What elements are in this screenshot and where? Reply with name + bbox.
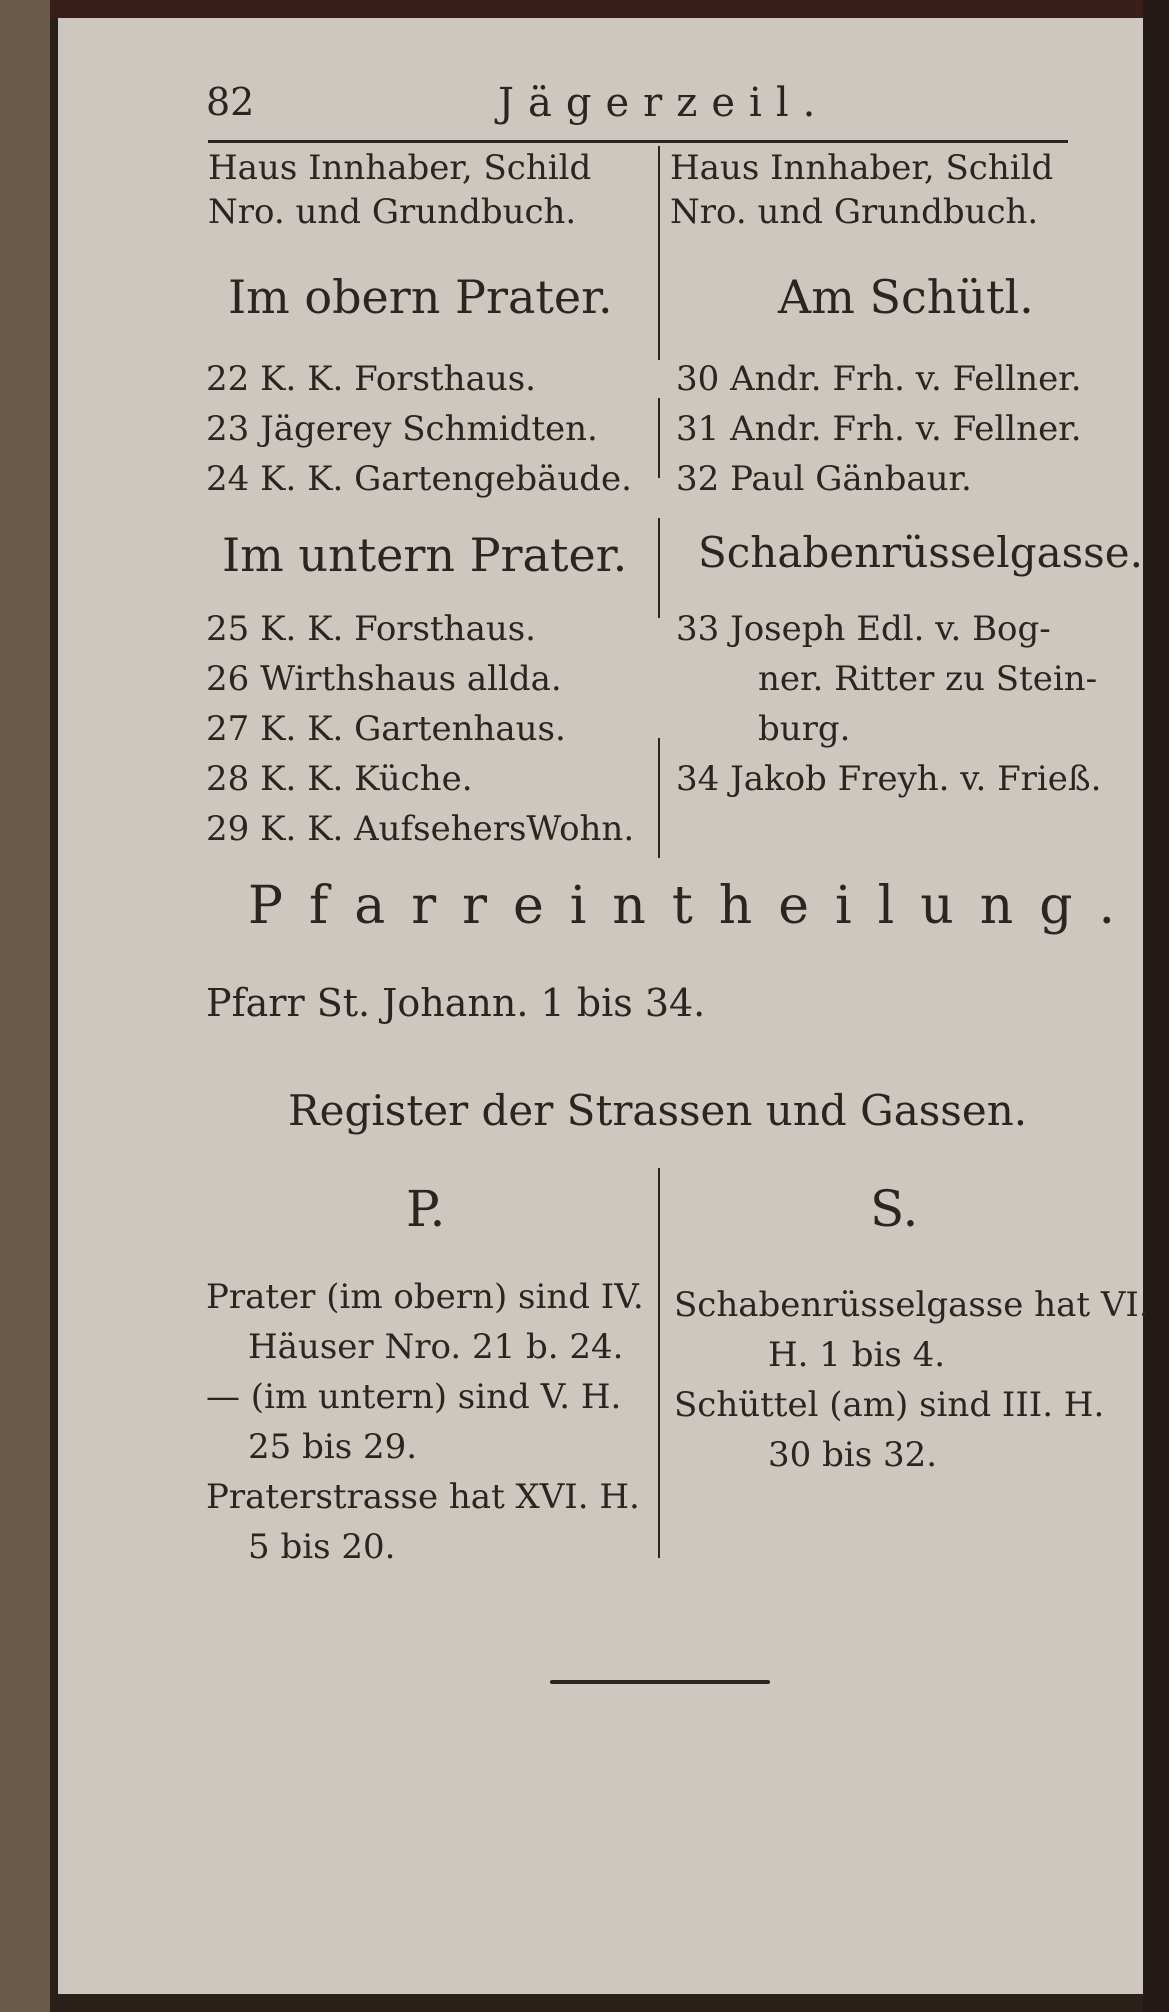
column-divider <box>658 518 660 618</box>
register-entry: H. 1 bis 4. <box>768 1335 946 1375</box>
right-header-line1: Haus Innhaber, Schild <box>670 148 1054 188</box>
list-item: 27 K. K. Gartenhaus. <box>206 709 566 749</box>
list-item: 31 Andr. Frh. v. Fellner. <box>676 409 1082 449</box>
ornamental-rule <box>550 1680 770 1684</box>
section-title: Schabenrüsselgasse. <box>698 528 1143 577</box>
register-entry: 30 bis 32. <box>768 1435 938 1475</box>
parish-line: Pfarr St. Johann. 1 bis 34. <box>206 981 706 1025</box>
left-header-line2: Nro. und Grundbuch. <box>208 192 577 232</box>
section-title: Im untern Prater. <box>222 528 628 582</box>
register-entry: 5 bis 20. <box>248 1527 396 1567</box>
register-entry: Schabenrüsselgasse hat VI. <box>674 1285 1150 1325</box>
register-divider <box>658 1168 660 1558</box>
list-item: 24 K. K. Gartengebäude. <box>206 459 632 499</box>
list-item: 23 Jägerey Schmidten. <box>206 409 598 449</box>
register-entry: Praterstrasse hat XVI. H. <box>206 1477 640 1517</box>
list-item: ner. Ritter zu Stein- <box>758 659 1098 699</box>
book-spine <box>0 0 50 2012</box>
list-item: burg. <box>758 709 851 749</box>
register-entry: Prater (im obern) sind IV. <box>206 1277 644 1317</box>
list-item: 28 K. K. Küche. <box>206 759 473 799</box>
book-right-edge <box>1143 0 1169 2012</box>
book-top-edge <box>50 0 1169 18</box>
book-page <box>58 18 1150 1994</box>
section-title: Am Schütl. <box>778 270 1034 324</box>
list-item: 22 K. K. Forsthaus. <box>206 359 536 399</box>
list-item: 29 K. K. AufsehersWohn. <box>206 809 635 849</box>
right-header-line2: Nro. und Grundbuch. <box>670 192 1039 232</box>
register-entry: Häuser Nro. 21 b. 24. <box>248 1327 624 1367</box>
left-header-line1: Haus Innhaber, Schild <box>208 148 592 188</box>
right-column-header <box>670 146 1053 234</box>
page-number: 82 <box>206 80 255 124</box>
register-entry: Schüttel (am) sind III. H. <box>674 1385 1105 1425</box>
running-head: Jägerzeil. <box>498 80 830 126</box>
register-letter-right: S. <box>870 1180 919 1238</box>
section-title: Im obern Prater. <box>228 270 613 324</box>
list-item: 25 K. K. Forsthaus. <box>206 609 536 649</box>
list-item: 33 Joseph Edl. v. Bog- <box>676 609 1051 649</box>
column-divider <box>658 738 660 858</box>
header-rule <box>208 140 1068 143</box>
column-divider <box>658 398 660 478</box>
page-header <box>58 58 1143 128</box>
parish-title: Pfarreintheilung. <box>248 876 1142 936</box>
list-item: 32 Paul Gänbaur. <box>676 459 972 499</box>
register-entry: — (im untern) sind V. H. <box>206 1377 622 1417</box>
list-item: 34 Jakob Freyh. v. Frieß. <box>676 759 1102 799</box>
left-column-header <box>208 146 591 234</box>
list-item: 30 Andr. Frh. v. Fellner. <box>676 359 1082 399</box>
list-item: 26 Wirthshaus allda. <box>206 659 562 699</box>
register-entry: 25 bis 29. <box>248 1427 418 1467</box>
register-letter-left: P. <box>406 1180 446 1238</box>
column-divider <box>658 146 660 360</box>
register-title: Register der Strassen und Gassen. <box>288 1086 1028 1135</box>
